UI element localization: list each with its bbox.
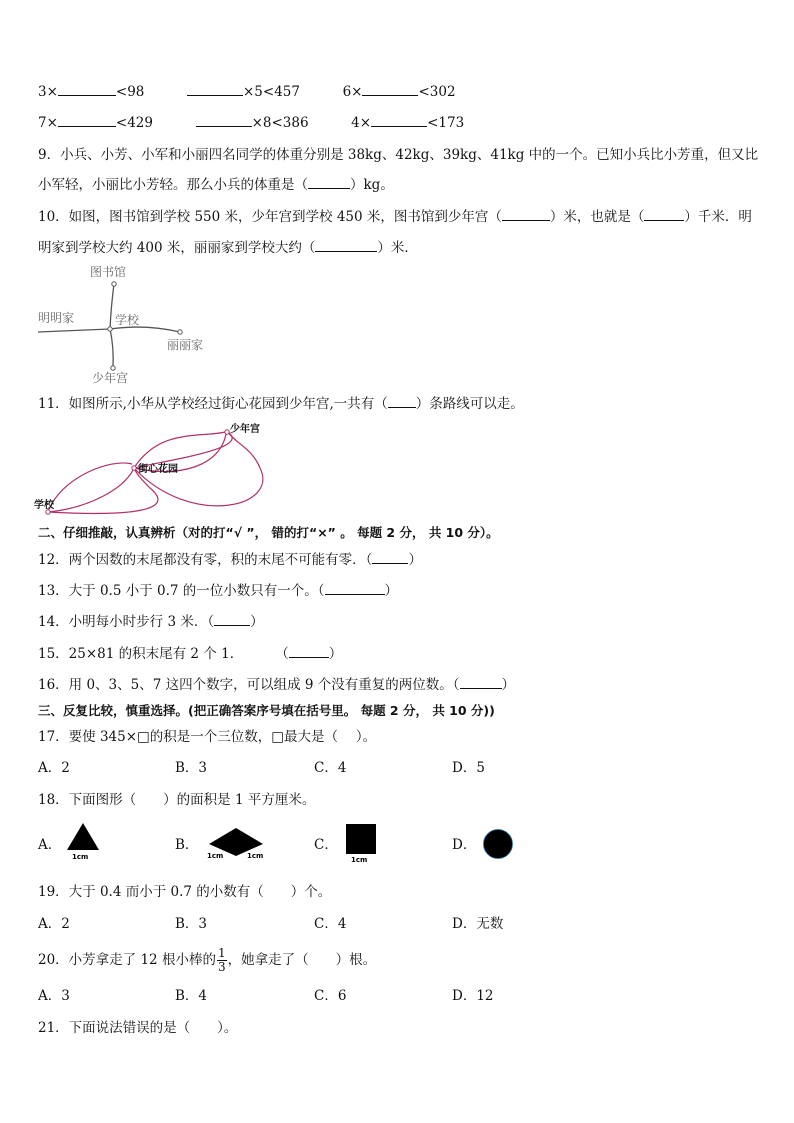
- option-b[interactable]: B．: [175, 837, 199, 853]
- answer-blank[interactable]: [371, 113, 427, 127]
- option-a[interactable]: A．2: [38, 760, 70, 776]
- question-17: 17．要使 345×□的积是一个三位数，□最大是（ ）。: [38, 729, 377, 745]
- school-map-diagram: [30, 262, 230, 387]
- answer-blank[interactable]: [362, 82, 418, 96]
- question-13: 13．大于 0.5 小于 0.7 的一位小数只有一个。（ ）: [38, 583, 399, 599]
- svg-text:1cm: 1cm: [351, 856, 368, 863]
- answer-blank[interactable]: [214, 612, 250, 626]
- label-school: 学校: [115, 313, 140, 327]
- question-12: 12．两个因数的末尾都没有零，积的末尾不可能有零．（ ）: [38, 552, 422, 568]
- fraction: $\frac{1}{3}$: [217, 946, 226, 974]
- label-youth-palace: 少年宫: [230, 424, 260, 435]
- answer-blank[interactable]: [289, 644, 329, 658]
- option-d[interactable]: D．12: [452, 988, 494, 1004]
- svg-text:1cm: 1cm: [207, 852, 224, 860]
- option-c[interactable]: C．: [314, 837, 338, 853]
- answer-blank[interactable]: [58, 113, 116, 127]
- option-a[interactable]: A．: [38, 837, 62, 853]
- question-9-line-2: 小军轻，小丽比小芳轻。那么小兵的体重是（ ）kg。: [38, 177, 394, 193]
- label-school: 学校: [34, 500, 54, 511]
- question-11: 11．如图所示,小华从学校经过街心花园到少年宫,一共有（ ）条路线可以走。: [38, 396, 524, 412]
- option-d[interactable]: D．5: [452, 760, 485, 776]
- route-map-diagram: [30, 418, 280, 520]
- question-15: 15．25×81 的积末尾有 2 个 1． （ ）: [38, 646, 343, 662]
- question-10-line-1: 10．如图，图书馆到学校 550 米，少年宫到学校 450 米，图书馆到少年宫（ ）米，也就是（ ）千米．明: [38, 209, 752, 225]
- answer-blank[interactable]: [388, 394, 416, 408]
- option-a[interactable]: A．3: [38, 988, 70, 1004]
- fill-row-2: 7× <429 ×8<386 4× <173: [38, 115, 465, 131]
- option-b[interactable]: B．3: [175, 916, 208, 932]
- question-10-line-2: 明家到学校大约 400 米，丽丽家到学校大约（ ）米．: [38, 240, 418, 256]
- option-c[interactable]: C．4: [314, 760, 347, 776]
- square-shape[interactable]: [345, 823, 379, 863]
- question-9-line-1: 9．小兵、小芳、小军和小丽四名同学的体重分别是 38kg、42kg、39kg、41kg 中的一个。已知小兵比小芳重，但又比: [38, 147, 759, 163]
- section-3-heading: 三、反复比较，慎重选择。(把正确答案序号填在括号里。 每题 2 分， 共 10 分)): [38, 703, 495, 718]
- svg-text:1cm: 1cm: [247, 852, 264, 860]
- svg-text:1cm: 1cm: [72, 853, 89, 860]
- question-16: 16．用 0、3、5、7 这四个数字，可以组成 9 个没有重复的两位数。（ ）: [38, 677, 516, 693]
- fill-row-1: 3× <98 ×5<457 6× <302: [38, 84, 456, 100]
- path-to-library: [110, 284, 114, 329]
- question-18: 18．下面图形（ ）的面积是 1 平方厘米。: [38, 792, 316, 808]
- answer-blank[interactable]: [196, 113, 252, 127]
- option-b[interactable]: B．4: [175, 988, 208, 1004]
- question-14: 14．小明每小时步行 3 米．（ ）: [38, 614, 264, 630]
- path-to-youth-palace: [110, 329, 113, 368]
- answer-blank[interactable]: [58, 82, 116, 96]
- option-a[interactable]: A．2: [38, 916, 70, 932]
- route-school-garden-1: [48, 463, 132, 512]
- label-mingming-home: 明明家: [38, 311, 75, 325]
- path-to-lili: [110, 327, 180, 332]
- answer-blank[interactable]: [308, 175, 350, 189]
- label-youth-palace: 少年宫: [92, 371, 129, 385]
- triangle-shape[interactable]: [66, 822, 100, 860]
- question-19: 19．大于 0.4 而小于 0.7 的小数有（ ）个。: [38, 884, 332, 900]
- option-b[interactable]: B．3: [175, 760, 208, 776]
- option-d[interactable]: D．无数: [452, 916, 504, 932]
- circle-shape[interactable]: [482, 828, 516, 862]
- option-c[interactable]: C．4: [314, 916, 347, 932]
- answer-blank[interactable]: [460, 675, 502, 689]
- answer-blank[interactable]: [502, 207, 550, 221]
- question-21: 21．下面说法错误的是（ ）。: [38, 1020, 238, 1036]
- option-c[interactable]: C．6: [314, 988, 347, 1004]
- route-garden-palace-1: [134, 432, 225, 468]
- rhombus-shape[interactable]: [205, 826, 267, 860]
- answer-blank[interactable]: [187, 82, 243, 96]
- answer-blank[interactable]: [372, 550, 408, 564]
- label-library: 图书馆: [90, 265, 127, 279]
- answer-blank[interactable]: [644, 207, 684, 221]
- path-to-mingming: [38, 329, 110, 332]
- section-2-heading: 二、仔细推敲，认真辨析（对的打“√ ”， 错的打“×” 。 每题 2 分， 共 10 分）。: [38, 525, 499, 540]
- answer-blank[interactable]: [325, 581, 385, 595]
- question-20: 20．小芳拿走了 12 根小棒的 $\frac{1}{3}$ ，她拿走了（ ）根。: [38, 946, 377, 974]
- label-garden: 街心花园: [138, 464, 178, 475]
- label-lili-home: 丽丽家: [167, 338, 204, 352]
- route-school-garden-2: [48, 468, 134, 512]
- answer-blank[interactable]: [315, 238, 377, 252]
- option-d[interactable]: D．: [452, 837, 477, 853]
